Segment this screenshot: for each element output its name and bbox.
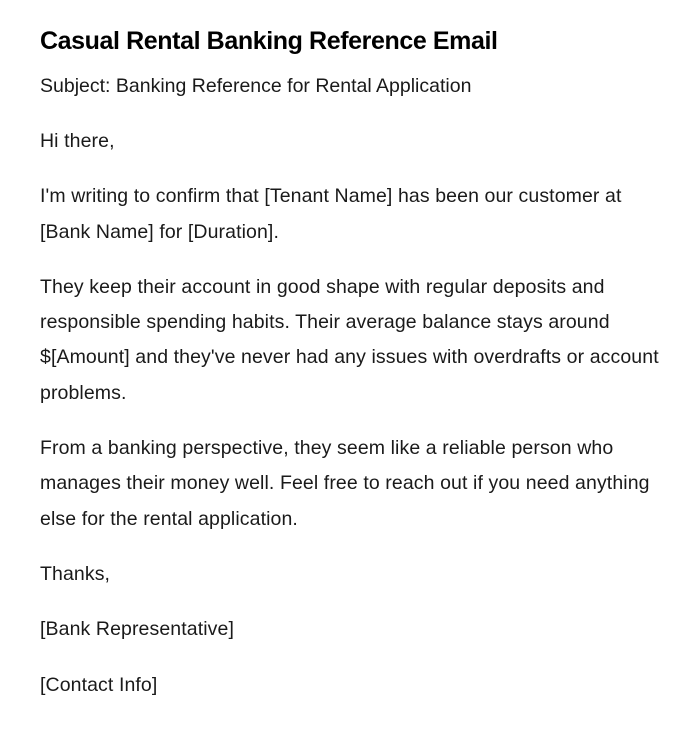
email-body-paragraph-1: I'm writing to confirm that [Tenant Name] has been our customer at [Bank Name] for [Duration].: [40, 185, 622, 243]
email-body-paragraph-3: From a banking perspective, they seem like a reliable person who manages their money well. Feel free to reach out if you need anything else for the rental application.: [40, 437, 650, 530]
email-subject: Subject: Banking Reference for Rental Application: [40, 75, 472, 97]
email-contact-info: [Contact Info]: [40, 673, 158, 696]
email-greeting: Hi there,: [40, 130, 115, 152]
email-closing: Thanks,: [40, 562, 111, 585]
email-body-paragraph-2: They keep their account in good shape with regular deposits and responsible spending habits. Their average balance stays around $[Amount] and they've never had any issues with overdrafts or account problems.: [40, 275, 659, 404]
email-signature: [Bank Representative]: [40, 618, 234, 641]
page-title: Casual Rental Banking Reference Email: [40, 27, 498, 55]
